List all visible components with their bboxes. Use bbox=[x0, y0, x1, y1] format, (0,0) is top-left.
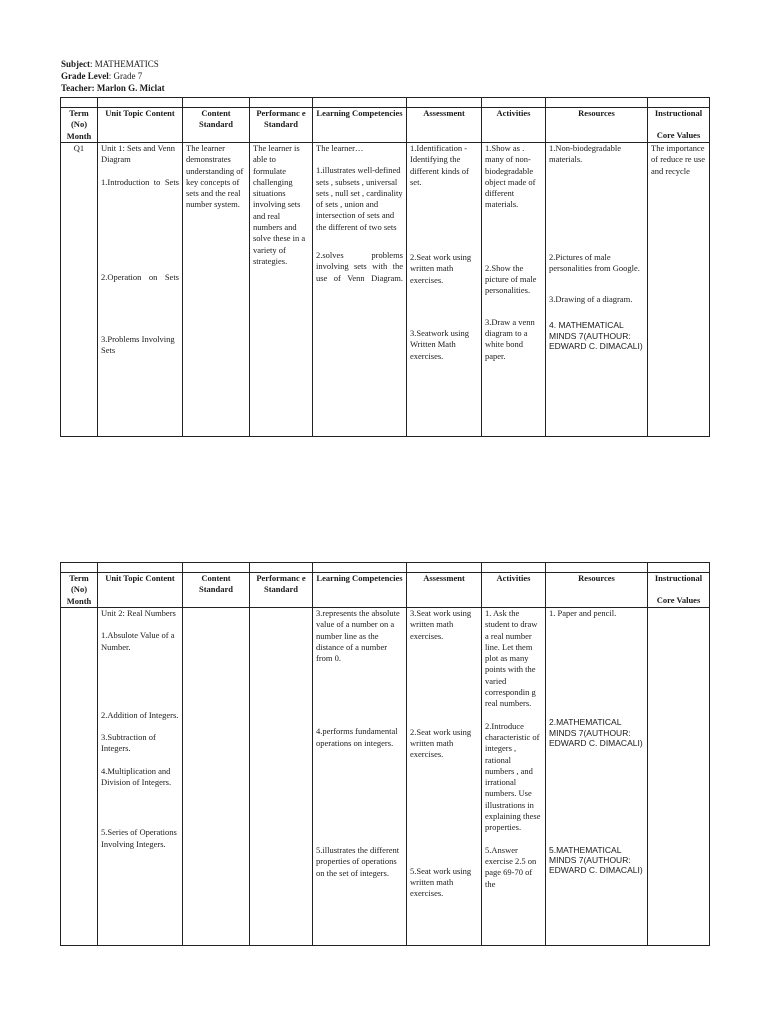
core-values-label: Core Values bbox=[656, 130, 701, 141]
col-unit: Unit Topic Content bbox=[98, 573, 183, 608]
resource-item: 5.MATHEMATICAL MINDS 7(AUTHOUR: EDWARD C. DIMACALI) bbox=[549, 844, 643, 876]
assessment-item: 3.Seat work using written math exercises. bbox=[410, 608, 472, 641]
col-instructional bbox=[648, 573, 710, 608]
col-term: Term (No) Month bbox=[61, 108, 98, 143]
activities-cell bbox=[482, 608, 546, 946]
col-performance-standard: Performanc e Standard bbox=[250, 108, 313, 143]
content-standard-cell bbox=[183, 608, 250, 946]
resource-item: 2.Pictures of male personalities from Google. bbox=[549, 251, 640, 273]
col-instructional bbox=[648, 108, 710, 143]
content-standard-cell: The learner demonstrates understanding of key concepts of sets and the real number system. bbox=[183, 143, 250, 437]
spacer-row bbox=[61, 563, 710, 573]
col-assessment: Assessment bbox=[407, 573, 482, 608]
subject-value: : MATHEMATICS bbox=[90, 59, 159, 69]
core-values-label: Core Values bbox=[656, 595, 701, 606]
learning-item: 1.illustrates well-defined sets , subsets , universal sets , null set , cardinality of sets , union and intersection of sets and the different of two sets bbox=[316, 165, 403, 232]
assessment-item: 2.Seat work using written math exercises. bbox=[410, 726, 472, 760]
unit-title: Unit 1: Sets and Venn Diagram bbox=[101, 143, 175, 165]
learning-item: 4.performs fundamental operations on integers. bbox=[316, 726, 398, 748]
assessment-item: Identifying the different kinds of set. bbox=[410, 154, 469, 187]
resource-item: 3.Drawing of a diagram. bbox=[549, 294, 633, 305]
header-row bbox=[61, 108, 710, 143]
unit-cell bbox=[98, 143, 183, 437]
learning-item: 5.illustrates the different properties of operations on the set of integers. bbox=[316, 845, 400, 878]
col-content-standard: Content Standard bbox=[183, 573, 250, 608]
learning-item: The learner… bbox=[316, 143, 364, 153]
teacher-line bbox=[61, 82, 165, 94]
col-learning-competencies: Learning Competencies bbox=[313, 108, 407, 143]
grade-line bbox=[61, 70, 142, 82]
core-values-cell: The importance of reduce re use and recycle bbox=[648, 143, 710, 437]
col-resources: Resources bbox=[546, 108, 648, 143]
activity-item: 1.Show as . many of non-biodegradable object made of different materials. bbox=[485, 143, 536, 210]
subject-label: Subject bbox=[61, 59, 90, 69]
unit-topic: 2.Operation on Sets bbox=[101, 271, 179, 282]
col-activities: Activities bbox=[482, 573, 546, 608]
learning-cell bbox=[313, 143, 407, 437]
performance-standard-cell bbox=[250, 608, 313, 946]
activity-item: 1. Ask the student to draw a real number line. Let them plot as many points with the varied correspondin g real numbers. bbox=[485, 608, 538, 709]
activity-item: 2.Show the picture of male personalities. bbox=[485, 262, 537, 296]
activity-item: 3.Draw a venn diagram to a white bond paper. bbox=[485, 316, 535, 361]
resources-cell bbox=[546, 143, 648, 437]
assessment-item: 5.Seat work using written math exercises. bbox=[410, 865, 472, 899]
spacer-row bbox=[61, 98, 710, 108]
instructional-label: Instructional bbox=[654, 573, 703, 583]
learning-cell bbox=[313, 608, 407, 946]
resources-cell bbox=[546, 608, 648, 946]
table-row bbox=[61, 608, 710, 946]
teacher-value: : Marlon G. Miclat bbox=[91, 83, 165, 93]
assessment-item: 3.Seatwork using Written Math exercises. bbox=[410, 328, 470, 361]
unit-topic: 1.Absulote Value of a Number. bbox=[101, 630, 175, 652]
assessment-item: 1.Identification - bbox=[410, 143, 468, 153]
assessment-item: 2.Seat work using written math exercises. bbox=[410, 252, 472, 285]
assessment-cell bbox=[407, 143, 482, 437]
activity-item: 5.Answer exercise 2.5 on page 69-70 of the bbox=[485, 844, 537, 889]
col-learning-competencies: Learning Competencies bbox=[313, 573, 407, 608]
unit-title: Unit 2: Real Numbers bbox=[101, 608, 176, 618]
core-values-cell bbox=[648, 608, 710, 946]
activities-cell bbox=[482, 143, 546, 437]
header-row bbox=[61, 573, 710, 608]
resource-item: 1.Non-biodegradable materials. bbox=[549, 143, 621, 165]
col-performance-standard: Performanc e Standard bbox=[250, 573, 313, 608]
curriculum-table-2 bbox=[60, 562, 710, 946]
unit-cell bbox=[98, 608, 183, 946]
col-assessment: Assessment bbox=[407, 108, 482, 143]
teacher-label: Teacher bbox=[61, 83, 92, 93]
resource-item: 2.MATHEMATICAL MINDS 7(AUTHOUR: EDWARD C. DIMACALI) bbox=[549, 717, 643, 749]
unit-topic: 2.Addition of Integers. bbox=[101, 709, 179, 720]
unit-topic: 3.Problems Involving Sets bbox=[101, 334, 175, 356]
col-unit: Unit Topic Content bbox=[98, 108, 183, 143]
curriculum-table-1 bbox=[60, 97, 710, 437]
table-row bbox=[61, 143, 710, 437]
unit-topic: 5.Series of Operations Involving Integers. bbox=[101, 827, 177, 849]
term-cell: Q1 bbox=[61, 143, 98, 437]
grade-label: Grade Level bbox=[61, 71, 109, 81]
grade-value: : Grade 7 bbox=[108, 71, 143, 81]
activity-item: 2.Introduce characteristic of integers , rational numbers , and irrational numbers. Use illustrations in explaining these properties. bbox=[485, 720, 541, 833]
col-activities: Activities bbox=[482, 108, 546, 143]
unit-topic: 1.Introduction to Sets bbox=[101, 176, 179, 187]
instructional-label: Instructional bbox=[654, 108, 703, 118]
resource-item: 4. MATHEMATICAL MINDS 7(AUTHOUR: EDWARD C. DIMACALI) bbox=[549, 320, 643, 352]
unit-topic: 3.Subtraction of Integers. bbox=[101, 732, 156, 754]
subject-line bbox=[61, 58, 159, 70]
learning-item: 2.solves problems involving sets with the use of Venn Diagram. bbox=[316, 250, 403, 283]
learning-item: 3.represents the absolute value of a number on a number line as the distance of a number from 0. bbox=[316, 608, 400, 664]
resource-item: 1. Paper and pencil. bbox=[549, 608, 617, 618]
col-content-standard: Content Standard bbox=[183, 108, 250, 143]
col-resources: Resources bbox=[546, 573, 648, 608]
performance-standard-cell: The learner is able to formulate challenging situations involving sets and real numbers and solve these in a variety of strategies. bbox=[250, 143, 313, 437]
col-term: Term (No) Month bbox=[61, 573, 98, 608]
unit-topic: 4.Multiplication and Division of Integers. bbox=[101, 765, 172, 788]
term-cell bbox=[61, 608, 98, 946]
assessment-cell bbox=[407, 608, 482, 946]
